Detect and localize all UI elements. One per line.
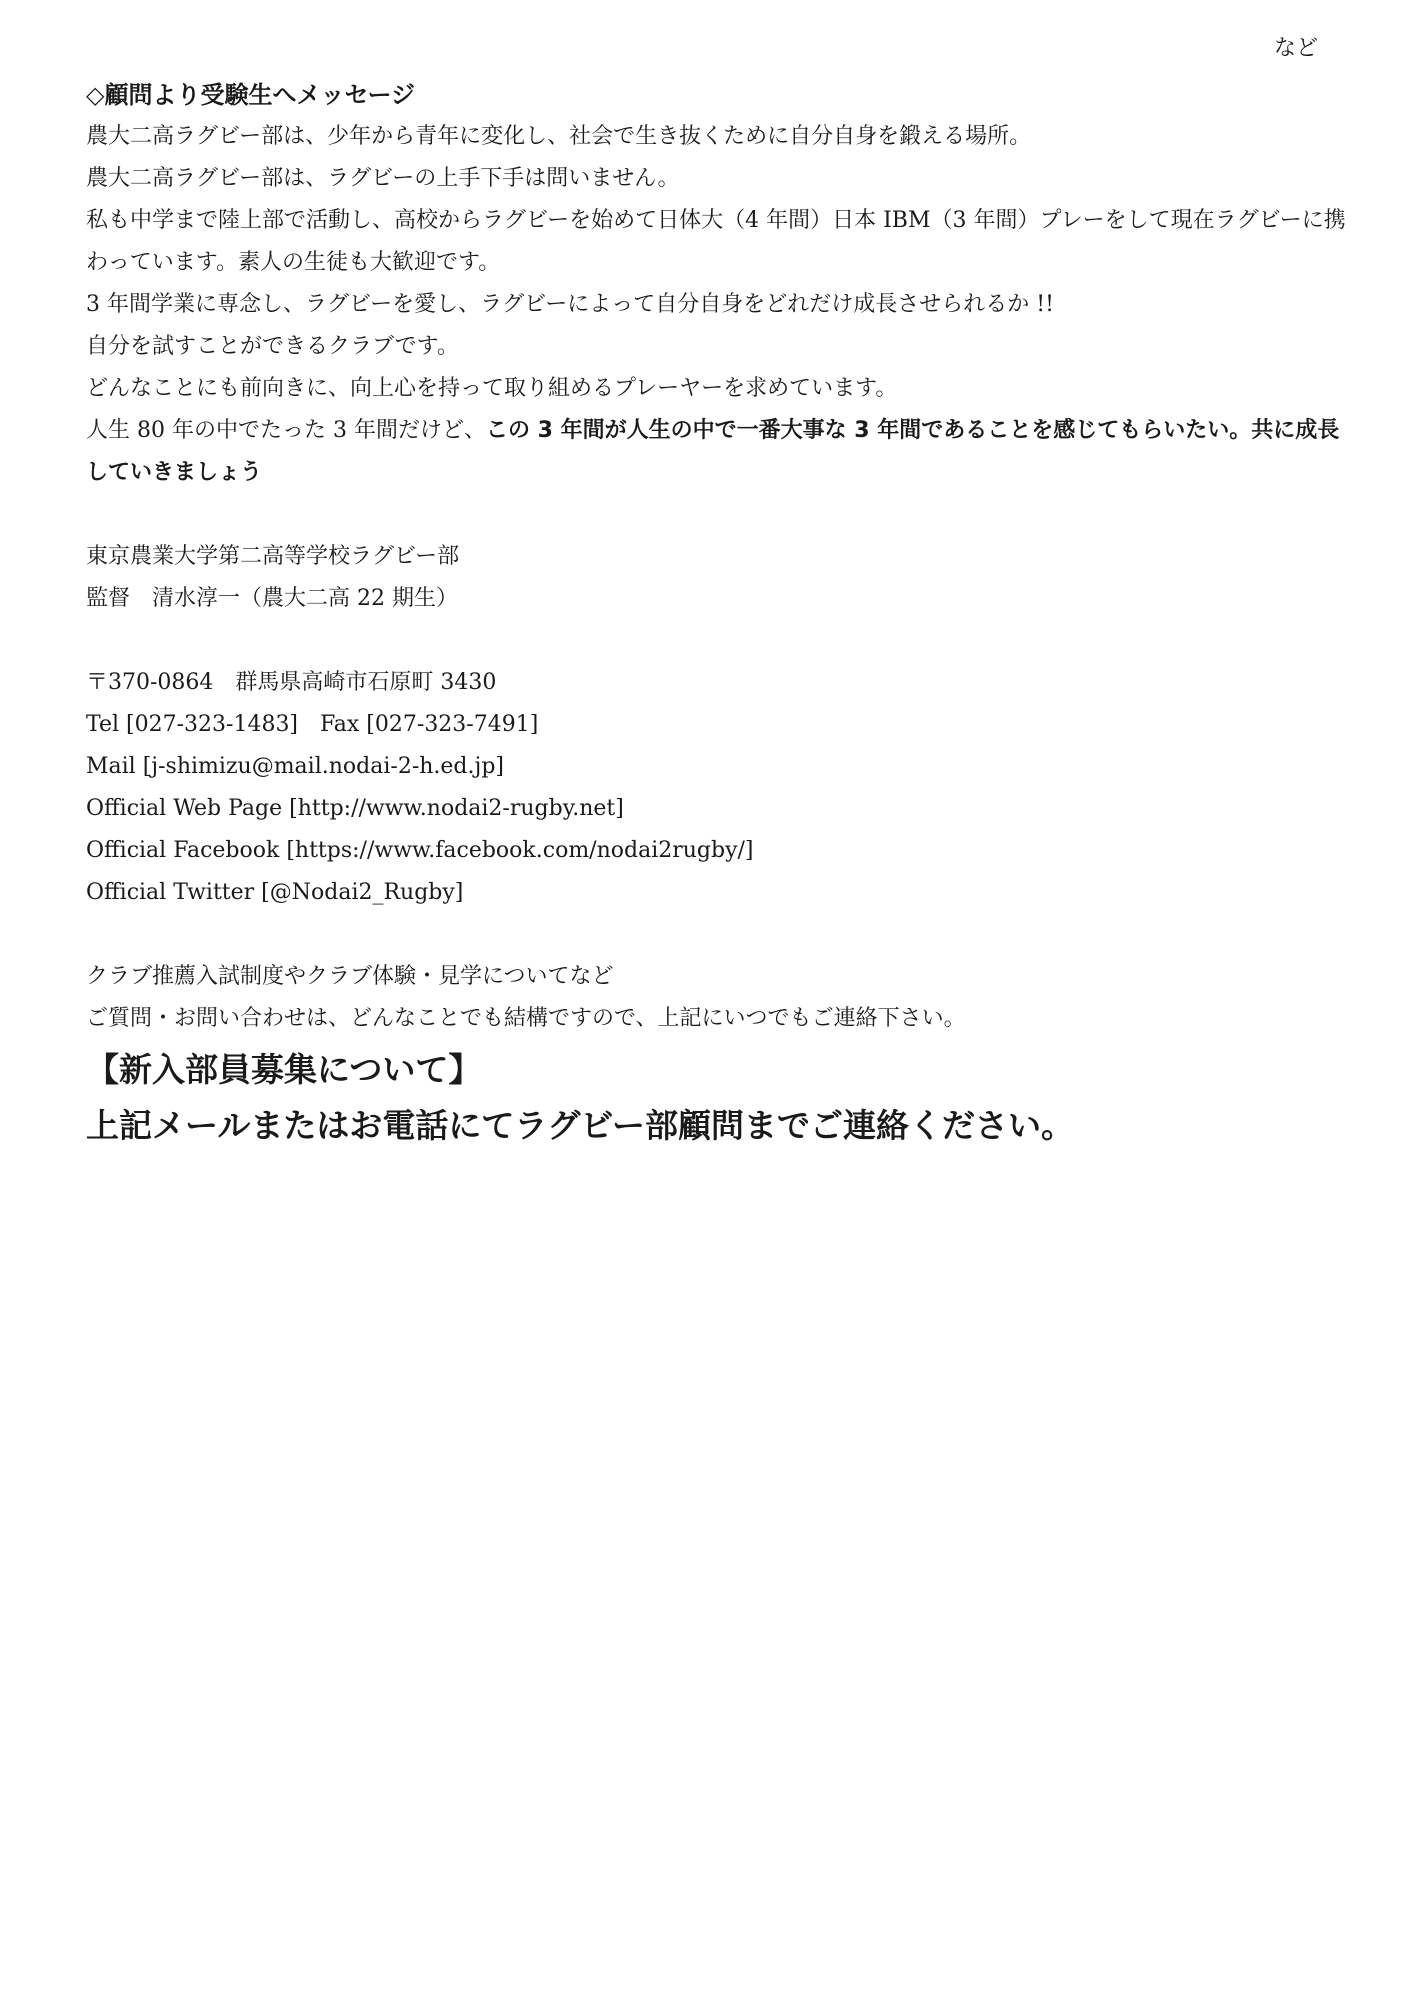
contact-mail: Mail [j-shimizu@mail.nodai-2-h.ed.jp] <box>86 754 504 779</box>
message-line-7 <box>86 410 1346 494</box>
message-line-6: どんなことにも前向きに、向上心を持って取り組めるプレーヤーを求めています。 <box>86 376 898 401</box>
recruit-title: 【新入部員募集について】 <box>86 1050 482 1089</box>
top-note: など <box>1273 36 1318 61</box>
message-line-5: 自分を試すことができるクラブです。 <box>86 334 459 359</box>
spacer <box>86 620 1346 662</box>
contact-web: Official Web Page [http://www.nodai2-rugby.net] <box>86 796 624 821</box>
message-line-1: 農大二高ラグビー部は、少年から青年に変化し、社会で生き抜くために自分自身を鍛える場所。 <box>86 124 1032 149</box>
inquiry-line-1: クラブ推薦入試制度やクラブ体験・見学についてなど <box>86 964 614 989</box>
contact-facebook: Official Facebook [https://www.facebook.com/nodai2rugby/] <box>86 838 754 863</box>
spacer <box>86 494 1346 536</box>
signature-organization: 東京農業大学第二高等学校ラグビー部 <box>86 544 460 569</box>
message-heading: ◇顧問より受験生へメッセージ <box>86 81 416 109</box>
document-content <box>86 74 1346 1154</box>
message-line-4: 3 年間学業に専念し、ラグビーを愛し、ラグビーによって自分自身をどれだけ成長させられるか !! <box>86 292 1054 317</box>
inquiry-line-2: ご質問・お問い合わせは、どんなことでも結構ですので、上記にいつでもご連絡下さい。 <box>86 1006 966 1031</box>
message-line-7-bold: この 3 年間が人生の中で一番大事な 3 年間であることを感じてもらいたい。共に成長していきましょう <box>86 418 1340 485</box>
message-line-7-normal: 人生 80 年の中でたった 3 年間だけど、 <box>86 418 486 443</box>
message-line-2: 農大二高ラグビー部は、ラグビーの上手下手は問いません。 <box>86 166 680 191</box>
contact-twitter: Official Twitter [@Nodai2_Rugby] <box>86 880 464 905</box>
contact-tel-fax: Tel [027-323-1483] Fax [027-323-7491] <box>86 712 539 737</box>
message-line-3: 私も中学まで陸上部で活動し、高校からラグビーを始めて日体大（4 年間）日本 IBM（3 年間）プレーをして現在ラグビーに携わっています。素人の生徒も大歓迎です。 <box>86 208 1346 275</box>
signature-coach: 監督 清水淳一（農大二高 22 期生） <box>86 586 458 611</box>
contact-address: 〒370-0864 群馬県高崎市石原町 3430 <box>86 670 497 695</box>
spacer <box>86 914 1346 956</box>
recruit-body: 上記メールまたはお電話にてラグビー部顧問までご連絡ください。 <box>86 1106 1075 1145</box>
